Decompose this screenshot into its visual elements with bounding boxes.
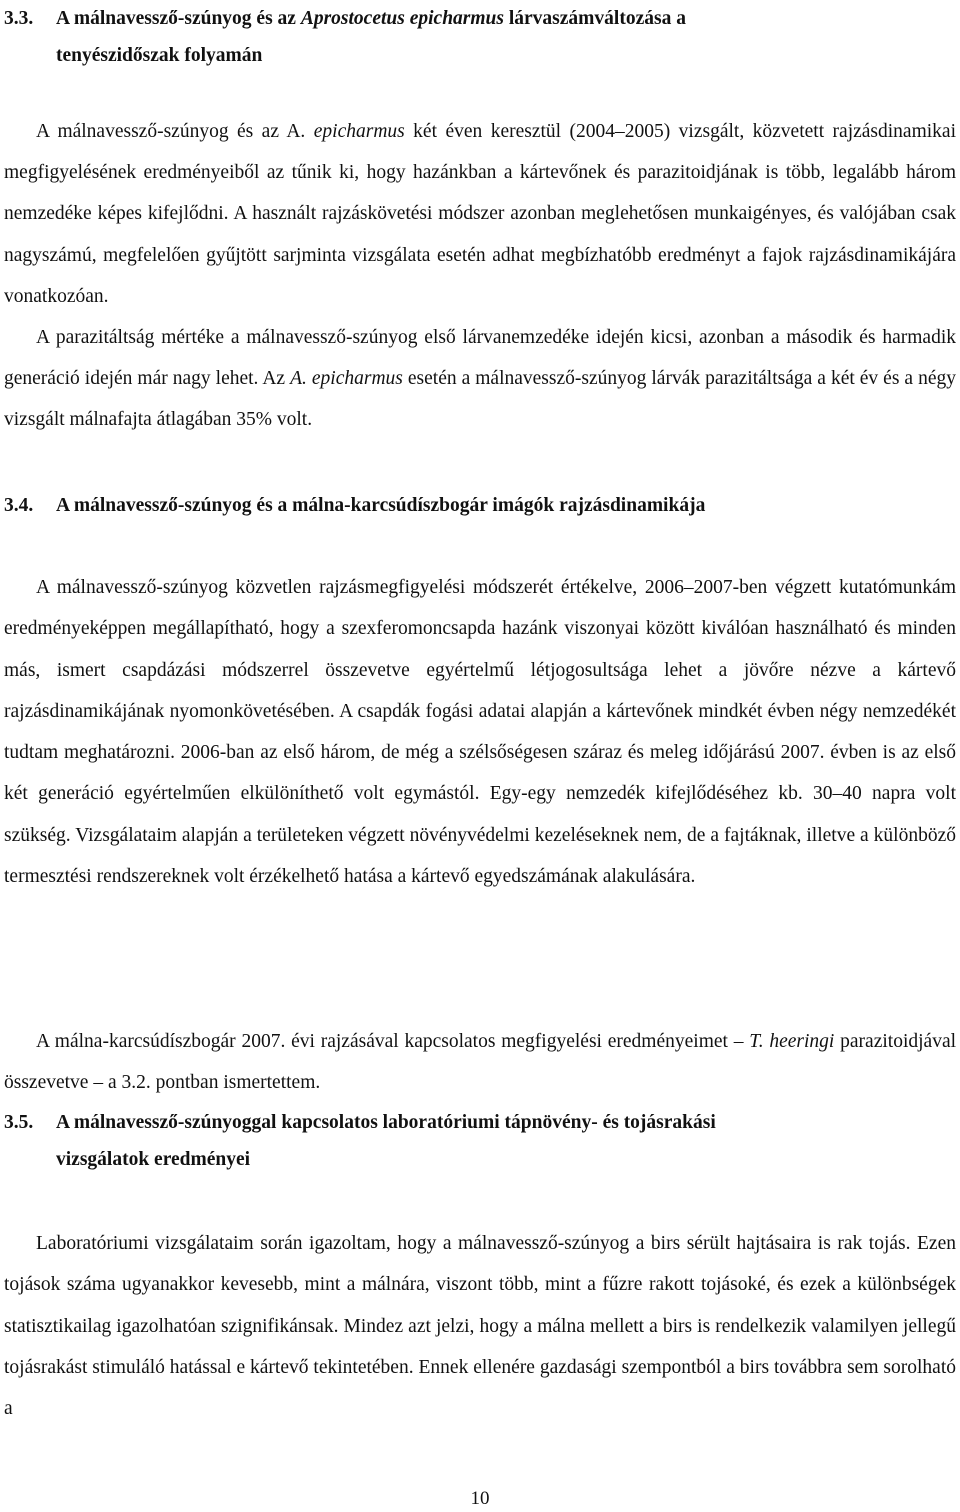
paragraph-text: A málna-karcsúdíszbogár 2007. évi rajzásával kapcsolatos megfigyelési eredményeimet –: [36, 1031, 750, 1052]
section-heading-3-5: [4, 1104, 954, 1178]
section-title-part1: A málnavessző-szúnyog és az: [56, 8, 301, 29]
paragraph-text: A parazitáltság mértéke a málnavessző-szúnyog első lárvanemzedéke idején kicsi, azonban a második és harmadik generáció idején már nagy lehet. Az: [4, 327, 956, 390]
paragraph-3-4-b: [4, 1021, 956, 1104]
section-number: 3.5.: [4, 1112, 34, 1133]
paragraph-text: A málnavessző-szúnyog közvetlen rajzásmegfigyelési módszerét értékelve, 2006–2007-ben végzett kutatómunkám eredményeképpen megállapítható, hogy a szexferomoncsapda hazánk viszonyai között kiválóan használható és minden más, ismert csapdázási módszerrel összevetve egyértelmű létjogosultsága lehet a jövőre nézve a kártevő rajzásdinamikájának nyomonkövetésében. A csapdák fogási adatai alapján a kártevőnek mindkét évben négy nemzedékét tudtam meghatározni. 2006-ban az első három, de még a szélsőségesen száraz és meleg időjárású 2007. évben is az első két generáció egyértelműen elkülöníthető volt egymástól. Egy-egy nemzedék kifejlődéséhez kb. 30–40 napra volt szükség. Vizsgálataim alapján a területeken végzett növényvédelmi kezeléseknek nem, de a fajtáknak, illetve a különböző termesztési rendszereknek volt érzékelhető hatása a kártevő egyedszámának alakulására.: [4, 577, 956, 888]
section-number: 3.3.: [4, 8, 34, 29]
paragraph-text: két éven keresztül (2004–2005) vizsgált, közvetett rajzásdinamikai megfigyelésének eredményeiből az tűnik ki, hogy hazánkban a kártevőnek és parazitoidjának is több, legalább három nemzedéke képes kifejlődni. A használt rajzáskövetési módszer azonban meglehetősen munkaigényes, és valójában csak nagyszámú, megfelelően gyűjtött sarjminta vizsgálata esetén adhat megbízhatóbb eredményt a fajok rajzásdinamikájára vonatkozóan.: [4, 121, 956, 307]
page-number: 10: [470, 1488, 490, 1509]
section-title-line2: tenyészidőszak folyamán: [56, 45, 263, 66]
paragraph-italic: T. heeringi: [749, 1031, 835, 1052]
paragraph-3-4-a: [4, 567, 956, 897]
paragraph-3-5: [4, 1223, 956, 1429]
section-title-italic: Aprostocetus epicharmus: [300, 8, 504, 29]
section-title-line2: vizsgálatok eredményei: [56, 1149, 251, 1170]
paragraph-3-3: [4, 111, 956, 441]
paragraph-text: parazitoidjával összevetve – a 3.2. pontban ismertettem.: [4, 1031, 957, 1094]
paragraph-text: Laboratóriumi vizsgálataim során igazoltam, hogy a málnavessző-szúnyog a birs sérült hajtásaira is rak tojás. Ezen tojások száma ugyanakkor kevesebb, mint a málnára, viszont több, mint a fűzre rakott tojásoké, és ezek a különbségek statisztikailag igazolhatóan szignifikánsak. Mindez azt jelzi, hogy a málna mellett a birs is rendelkezik valamilyen jellegű tojásrakást stimuláló hatással e kártevő tekintetében. Ennek ellenére gazdasági szempontból a birs továbbra sem sorolható a: [4, 1233, 956, 1420]
paragraph-italic: epicharmus: [313, 121, 405, 142]
paragraph-text: A málnavessző-szúnyog és az A.: [36, 121, 314, 142]
paragraph-text: esetén a málnavessző-szúnyog lárvák parazitáltsága a két év és a négy vizsgált málnafajta átlagában 35% volt.: [4, 368, 956, 431]
section-heading-3-3: [4, 0, 954, 74]
section-title-part2: lárvaszámváltozása a: [503, 8, 686, 29]
section-number: 3.4.: [4, 495, 34, 516]
section-title-line1: A málnavessző-szúnyoggal kapcsolatos laboratóriumi tápnövény- és tojásrakási: [56, 1112, 716, 1133]
section-title: A málnavessző-szúnyog és a málna-karcsúdíszbogár imágók rajzásdinamikája: [56, 495, 706, 516]
section-heading-3-4: [4, 487, 954, 524]
paragraph-italic: A. epicharmus: [290, 368, 403, 390]
